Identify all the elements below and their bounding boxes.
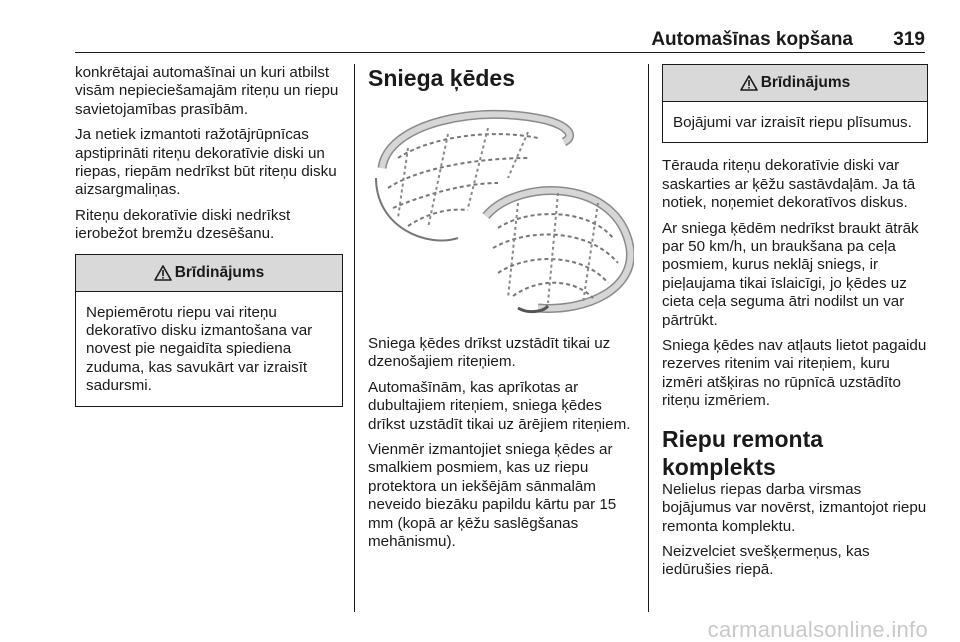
paragraph: Riteņu dekoratīvie diski nedrīkst ierobežot bremžu dzesēšanu. <box>75 206 291 243</box>
column-right <box>662 64 928 587</box>
warning-text: Bojājumi var izraisīt riepu plīsumus. <box>673 114 912 131</box>
header-title: Automašīnas kopšana <box>651 29 853 50</box>
paragraph: Sniega ķēdes nav atļauts lietot pagaidu rezerves ritenim vai riteņiem, kuru izmēri atšķiras no rūpnīcā uzstādīto riteņu izmēriem. <box>662 337 927 410</box>
paragraph: Nelielus riepas darba virsmas bojājumus var novērst, izmantojot riepu remonta komplektu. <box>662 480 927 535</box>
paragraph: Sniega ķēdes drīkst uzstādīt tikai uz dzenošajiem riteņiem. <box>368 335 611 371</box>
paragraph: Neizvelciet svešķermeņus, kas iedūrušies riepā. <box>662 542 870 579</box>
column-divider <box>648 64 649 612</box>
warning-title: Brīdinājums <box>760 74 851 91</box>
column-divider <box>354 64 355 612</box>
warning-box <box>75 254 343 407</box>
warning-body <box>663 102 927 142</box>
warning-title: Brīdinājums <box>174 263 265 281</box>
section-heading: Riepu remonta komplekts <box>662 425 824 480</box>
paragraph: Automašīnām, kas aprīkotas ar dubultajiem riteņiem, sniega ķēdes drīkst uzstādīt tikai uz ārējiem riteņiem. <box>368 378 631 433</box>
column-left <box>75 64 343 407</box>
paragraph: konkrētajai automašīnai un kuri atbilst visām nepieciešamajām riteņu un riepu savietojamības prasībām. <box>75 64 339 118</box>
watermark: carmanualsonline.info <box>707 617 928 642</box>
page-header <box>75 30 925 53</box>
warning-header <box>663 65 927 102</box>
warning-triangle-icon <box>154 265 172 281</box>
paragraph: Vienmēr izmantojiet sniega ķēdes ar smalkiem posmiem, kas uz riepu protektora un iekšējām sānmalām neveido biezāku papildu kārtu par 15 mm (kopā ar ķēžu saslēgšanas mehānismu). <box>368 441 617 551</box>
warning-body <box>76 292 342 406</box>
section-heading: Sniega ķēdes <box>368 65 516 91</box>
warning-header <box>76 255 342 292</box>
page-number: 319 <box>893 29 925 50</box>
warning-text: Nepiemērotu riepu vai riteņu dekoratīvo disku izmantošana var novest pie negaidīta spiediena zuduma, kas savukārt var izraisīt sadursmi. <box>86 303 313 395</box>
paragraph: Ar sniega ķēdēm nedrīkst braukt ātrāk par 50 km/h, un braukšana pa ceļa posmiem, kurus neklāj sniegs, ir pieļaujama tikai īslaicīgi, jo ķēdes uz cieta ceļa seguma ātri nodilst un var pārtrūkt. <box>662 219 919 329</box>
snow-chain-illustration <box>368 98 634 318</box>
column-middle <box>368 64 634 558</box>
warning-box <box>662 64 928 143</box>
paragraph: Ja netiek izmantoti ražotājrūpnīcas apstiprināti riteņu dekoratīvie diski un riepas, riepām nedrīkst būt riteņu disku aizsargmaliņas. <box>75 126 337 199</box>
warning-triangle-icon <box>740 75 758 91</box>
paragraph: Tērauda riteņu dekoratīvie diski var saskarties ar ķēžu sastāvdaļām. Ja tā notiek, noņemiet dekoratīvos diskus. <box>662 157 916 212</box>
